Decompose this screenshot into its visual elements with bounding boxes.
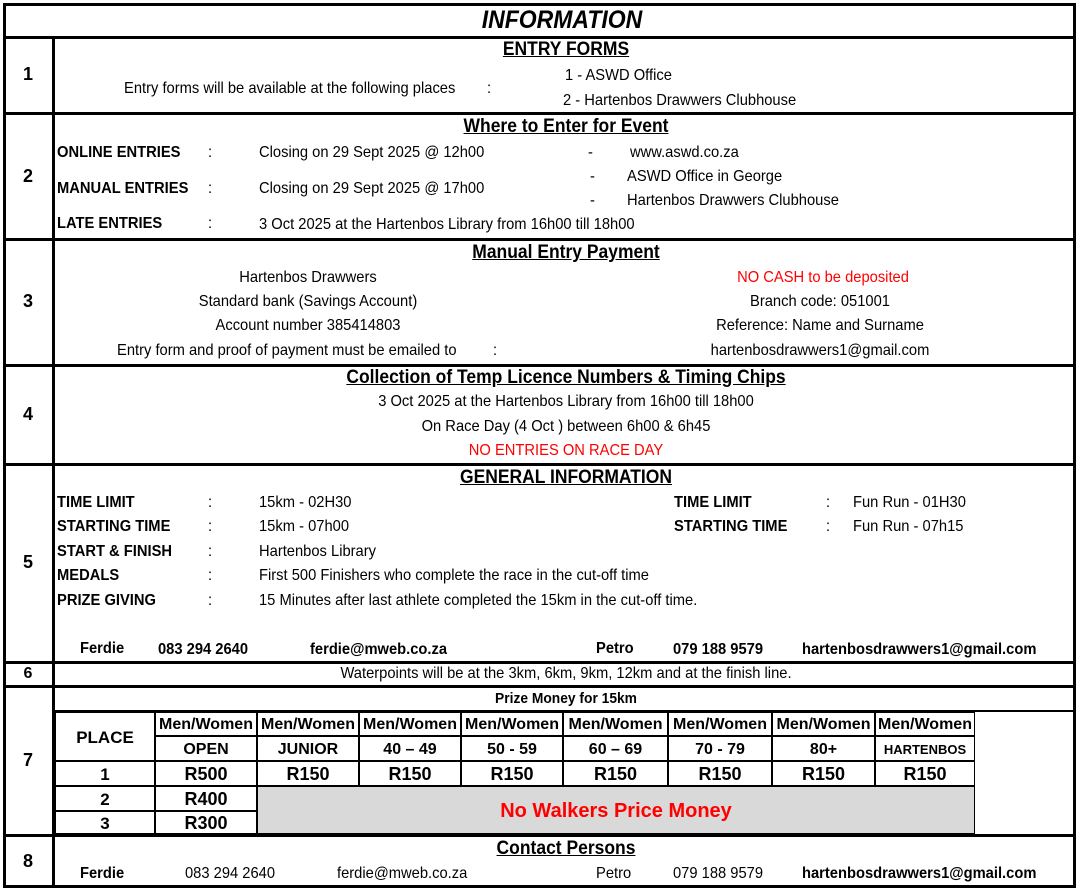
prize-amount: R150 [772,761,875,786]
section-number: 8 [22,851,33,871]
place-header: PLACE [55,712,155,761]
info-colon: : [208,567,213,584]
category-header: 60 – 69 [563,736,668,761]
prize-amount: R150 [461,761,563,786]
section-number: 4 [22,404,33,424]
info-value: 15km - 02H30 [259,494,352,511]
where-to-enter-heading: Where to Enter for Event [463,116,669,137]
info-colon: : [208,592,213,609]
contact-name: Petro [596,640,634,657]
no-cash-notice: NO CASH to be deposited [737,269,909,286]
info-label: START & FINISH [57,543,173,560]
prize-amount: R150 [359,761,461,786]
gender-header: Men/Women [155,712,257,736]
place-number: 1 [55,761,155,786]
info-value: 15 Minutes after last athlete completed the 15km in the cut-off time. [259,592,698,609]
bank-name: Standard bank (Savings Account) [198,293,418,310]
online-entries-where: www.aswd.co.za [630,144,739,161]
info-value: First 500 Finishers who complete the race in the cut-off time [259,567,649,584]
contact-email[interactable]: ferdie@mweb.co.za [337,865,468,882]
contact-name: Ferdie [80,865,125,882]
no-entries-notice: NO ENTRIES ON RACE DAY [468,442,664,459]
account-number: Account number 385414803 [215,317,401,334]
category-header: 80+ [772,736,875,761]
info-value: Fun Run - 01H30 [853,494,966,511]
prize-amount: R500 [155,761,257,786]
place-number: 2 [55,786,155,811]
contact-phone: 079 188 9579 [673,865,764,882]
waterpoints-text: Waterpoints will be at the 3km, 6km, 9km, 12km and at the finish line. [340,665,792,682]
entry-place: 2 - Hartenbos Drawwers Clubhouse [563,92,797,109]
info-label: MEDALS [57,567,120,584]
email-instruction: Entry form and proof of payment must be emailed to [117,342,457,359]
contact-email[interactable]: hartenbosdrawwers1@gmail.com [802,865,1037,882]
late-entries-colon: : [208,215,213,232]
manual-entries-where: Hartenbos Drawwers Clubhouse [627,192,839,209]
section-number: 6 [23,665,33,682]
contact-email[interactable]: hartenbosdrawwers1@gmail.com [802,641,1037,658]
place-number: 3 [55,811,155,834]
contact-heading: Contact Persons [496,838,636,859]
online-entries-value: Closing on 29 Sept 2025 @ 12h00 [259,144,485,161]
gender-header: Men/Women [875,712,975,736]
info-label: TIME LIMIT [57,494,135,511]
gender-header: Men/Women [772,712,875,736]
info-value: 15km - 07h00 [259,518,350,535]
contact-phone: 083 294 2640 [185,865,276,882]
prize-amount: R150 [875,761,975,786]
prize-amount: R150 [257,761,359,786]
info-colon: : [208,494,213,511]
entry-forms-colon: : [487,80,492,97]
info-colon: : [208,518,213,535]
online-entries-colon: : [208,144,213,161]
bullet-dash: - [590,168,595,185]
manual-entries-label: MANUAL ENTRIES [57,180,189,197]
info-label: STARTING TIME [674,518,788,535]
contact-phone: 083 294 2640 [158,641,249,658]
payment-reference: Reference: Name and Surname [716,317,924,334]
entry-place: 1 - ASWD Office [565,67,672,84]
category-header: OPEN [155,736,257,761]
branch-code: Branch code: 051001 [750,293,890,310]
category-header: 40 – 49 [359,736,461,761]
contact-phone: 079 188 9579 [673,641,764,658]
bank-account-name: Hartenbos Drawwers [239,269,377,286]
contact-name: Ferdie [80,640,125,657]
page-title: INFORMATION [481,6,643,34]
info-label: TIME LIMIT [674,494,752,511]
prize-amount: R150 [668,761,772,786]
email-instruction-colon: : [493,342,498,359]
gender-header: Men/Women [461,712,563,736]
contact-email[interactable]: ferdie@mweb.co.za [310,641,448,658]
entry-forms-heading: ENTRY FORMS [502,39,630,60]
prize-amount: R300 [155,811,257,834]
category-header: HARTENBOS [875,736,975,761]
info-label: PRIZE GIVING [57,592,156,609]
online-entries-label: ONLINE ENTRIES [57,144,181,161]
collection-heading: Collection of Temp Licence Numbers & Timing Chips [346,367,786,388]
bullet-dash: - [590,192,595,209]
gender-header: Men/Women [668,712,772,736]
general-info-heading: GENERAL INFORMATION [459,467,673,488]
info-label: STARTING TIME [57,518,171,535]
payment-email: hartenbosdrawwers1@gmail.com [710,342,930,359]
late-entries-value: 3 Oct 2025 at the Hartenbos Library from 16h00 till 18h00 [259,216,635,233]
category-header: JUNIOR [257,736,359,761]
info-colon: : [208,543,213,560]
manual-entries-value: Closing on 29 Sept 2025 @ 17h00 [259,180,485,197]
info-value: Hartenbos Library [259,543,376,560]
category-header: 50 - 59 [461,736,563,761]
prize-heading: Prize Money for 15km [495,690,637,707]
gender-header: Men/Women [359,712,461,736]
collection-line: 3 Oct 2025 at the Hartenbos Library from 16h00 till 18h00 [378,393,754,410]
section-number: 7 [22,750,33,770]
late-entries-label: LATE ENTRIES [57,215,163,232]
section-number: 1 [22,64,33,84]
manual-entries-colon: : [208,180,213,197]
contact-name: Petro [596,865,632,882]
section-number: 3 [22,291,33,311]
no-walkers-notice: No Walkers Price Money [257,786,975,834]
section-number: 5 [22,552,33,572]
prize-amount: R150 [563,761,668,786]
info-value: Fun Run - 07h15 [853,518,964,535]
entry-forms-label: Entry forms will be available at the following places [124,80,456,97]
payment-heading: Manual Entry Payment [472,242,660,263]
gender-header: Men/Women [257,712,359,736]
info-colon: : [826,518,831,535]
collection-line: On Race Day (4 Oct ) between 6h00 & 6h45 [421,418,711,435]
section-number: 2 [22,166,33,186]
prize-amount: R400 [155,786,257,811]
info-colon: : [826,494,831,511]
gender-header: Men/Women [563,712,668,736]
manual-entries-where: ASWD Office in George [627,168,783,185]
bullet-dash: - [588,144,593,161]
category-header: 70 - 79 [668,736,772,761]
